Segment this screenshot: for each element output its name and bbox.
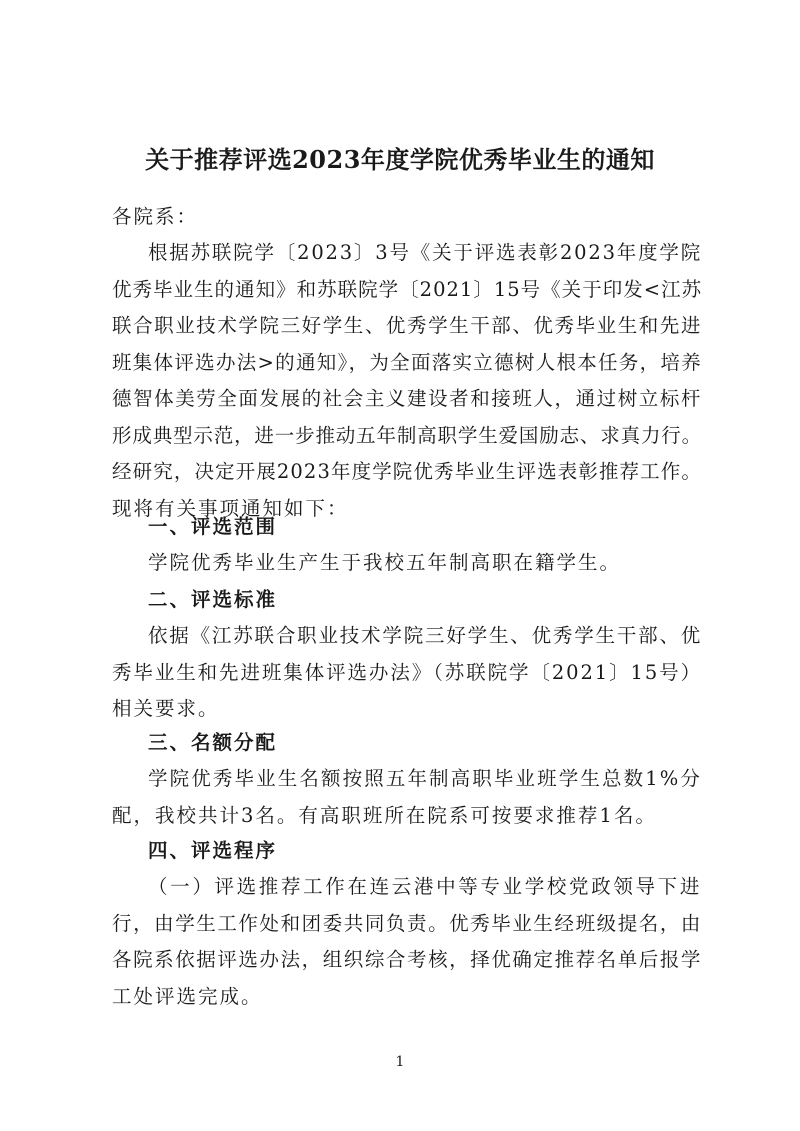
- paragraph-line: 形成典型示范，进一步推动五年制高职学生爱国励志、求真力行。: [112, 423, 702, 447]
- paragraph-line: 根据苏联院学〔2023〕3号《关于评选表彰2023年度学院: [148, 241, 702, 264]
- section-body-procedure: [112, 869, 702, 1015]
- paragraph-line: 学院优秀毕业生名额按照五年制高职毕业班学生总数1%分: [148, 767, 702, 790]
- intro-paragraph: [112, 235, 702, 527]
- paragraph-line: 相关要求。: [112, 697, 220, 720]
- paragraph-line: 行，由学生工作处和团委共同负责。优秀毕业生经班级提名，由: [112, 911, 702, 935]
- section-heading-scope: 一、评选范围: [148, 515, 278, 538]
- section-body-scope: [112, 545, 702, 582]
- salutation: 各院系：: [112, 205, 199, 228]
- paragraph-line: 德智体美劳全面发展的社会主义建设者和接班人，通过树立标杆: [112, 387, 702, 410]
- section-heading-criteria: 二、评选标准: [148, 588, 278, 611]
- paragraph-line: 配，我校共计3名。有高职班所在院系可按要求推荐1名。: [112, 803, 657, 827]
- section-heading-procedure: 四、评选程序: [148, 839, 278, 862]
- paragraph-line: 工处评选完成。: [112, 984, 263, 1008]
- section-body-criteria: [112, 618, 702, 728]
- paragraph-line: 优秀毕业生的通知》和苏联院学〔2021〕15号《关于印发<江苏: [112, 277, 702, 301]
- paragraph-line: 依据《江苏联合职业技术学院三好学生、优秀学生干部、优: [148, 624, 702, 647]
- paragraph-line: 班集体评选办法>的通知》，为全面落实立德树人根本任务，培养: [112, 350, 702, 374]
- paragraph-line: 联合职业技术学院三好学生、优秀学生干部、优秀毕业生和先进: [112, 314, 702, 337]
- section-heading-quota: 三、名额分配: [148, 731, 278, 754]
- paragraph-line: （一）评选推荐工作在连云港中等专业学校党政领导下进: [148, 875, 702, 898]
- paragraph-line: 学院优秀毕业生产生于我校五年制高职在籍学生。: [148, 551, 622, 574]
- paragraph-line: 秀毕业生和先进班集体评选办法》（苏联院学〔2021〕15号）: [112, 660, 702, 684]
- paragraph-line: 各院系依据评选办法，组织综合考核，择优确定推荐名单后报学: [112, 948, 702, 971]
- paragraph-line: 现将有关事项通知如下：: [112, 496, 349, 520]
- paragraph-line: 经研究，决定开展2023年度学院优秀毕业生评选表彰推荐工作。: [112, 460, 702, 483]
- notice-title: 关于推荐评选2023年度学院优秀毕业生的通知: [145, 145, 655, 174]
- page-number: 1: [395, 1054, 405, 1070]
- section-body-quota: [112, 761, 702, 834]
